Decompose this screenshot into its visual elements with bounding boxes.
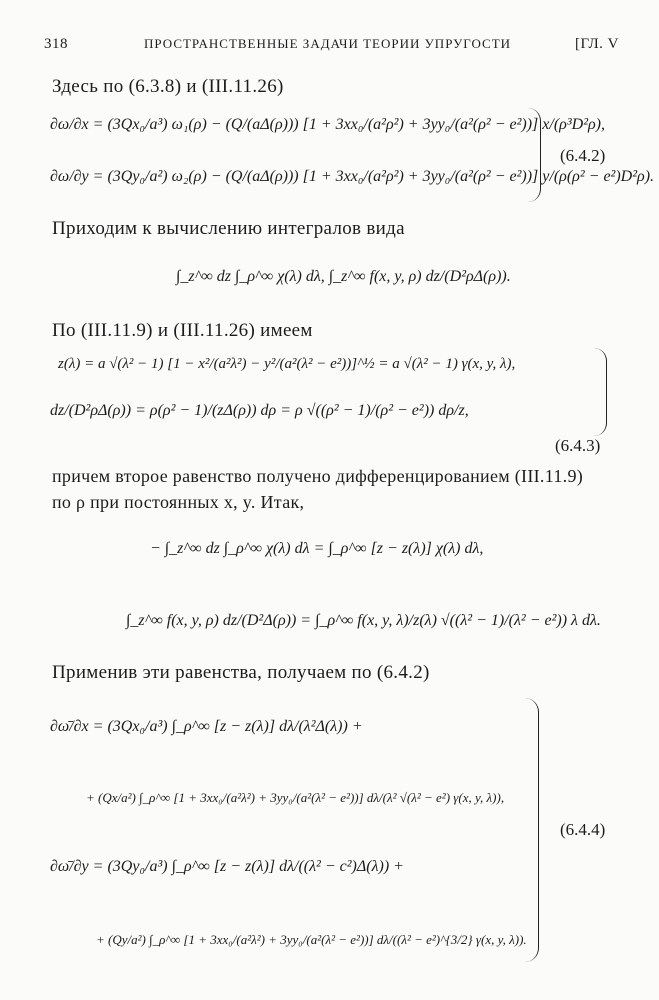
paragraph-integrals-intro: Приходим к вычислению интегралов вида — [52, 218, 405, 239]
equation-6-4-2-line-1: ∂ω/∂x = (3Qx₀/a³) ω₁(ρ) − (Q/(aΔ(ρ))) [1 + 3xx₀/(a²ρ²) + 3yy₀/(a²(ρ² − e²))] x/(ρ³D²ρ), — [50, 116, 605, 133]
paragraph-intro: Здесь по (6.3.8) и (III.11.26) — [52, 76, 284, 97]
equation-number-6-4-2: (6.4.2) — [560, 146, 606, 165]
equation-brace — [594, 348, 607, 436]
paragraph-differentiation-a: причем второе равенство получено дифференцированием (III.11.9) — [52, 466, 584, 486]
equation-6-4-4-line-1: ∂ω̄/∂x = (3Qx₀/a³) ∫_ρ^∞ [z − z(λ)] dλ/(λ²Δ(λ)) + — [50, 718, 363, 735]
equation-brace — [528, 108, 541, 202]
equation-itak-line-1: − ∫_z^∞ dz ∫_ρ^∞ χ(λ) dλ = ∫_ρ^∞ [z − z(λ)] χ(λ) dλ, — [150, 540, 484, 557]
chapter-label: [ГЛ. V — [574, 36, 619, 52]
paragraph-differentiation-b: по ρ при постоянных x, y. Итак, — [52, 492, 305, 512]
equation-6-4-4-line-4: + (Qy/a²) ∫_ρ^∞ [1 + 3xx₀/(a²λ²) + 3yy₀/(a²(λ² − e²))] dλ/((λ² − e²)^{3/2} γ(x, y, λ)). — [96, 932, 527, 947]
equation-6-4-3-line-2: dz/(D²ρΔ(ρ)) = ρ(ρ² − 1)/(zΔ(ρ)) dρ = ρ √((ρ² − 1)/(ρ² − e²)) dρ/z, — [50, 402, 469, 419]
paragraph-we-have: По (III.11.9) и (III.11.26) имеем — [52, 320, 313, 341]
equation-integral-forms: ∫_z^∞ dz ∫_ρ^∞ χ(λ) dλ, ∫_z^∞ f(x, y, ρ) dz/(D²ρΔ(ρ)). — [176, 268, 511, 285]
running-title: ПРОСТРАНСТВЕННЫЕ ЗАДАЧИ ТЕОРИИ УПРУГОСТИ — [144, 36, 512, 51]
paragraph-applying: Применив эти равенства, получаем по (6.4.2) — [52, 662, 430, 683]
equation-6-4-4-line-3: ∂ω̄/∂y = (3Qy₀/a³) ∫_ρ^∞ [z − z(λ)] dλ/((λ² − c²)Δ(λ)) + — [50, 858, 404, 875]
equation-6-4-4-line-2: + (Qx/a²) ∫_ρ^∞ [1 + 3xx₀/(a²λ²) + 3yy₀/(a²(λ² − e²))] dλ/(λ² √(λ² − e²) γ(x, y, λ)), — [86, 790, 505, 805]
equation-brace — [524, 698, 539, 962]
equation-number-6-4-4: (6.4.4) — [560, 820, 606, 839]
page-number: 318 — [44, 36, 68, 52]
equation-itak-line-2: ∫_z^∞ f(x, y, ρ) dz/(D²Δ(ρ)) = ∫_ρ^∞ f(x, y, λ)/z(λ) √((λ² − 1)/(λ² − e²)) λ dλ. — [126, 612, 601, 629]
equation-number-6-4-3: (6.4.3) — [555, 436, 601, 455]
equation-6-4-2-line-2: ∂ω/∂y = (3Qy₀/a²) ω₂(ρ) − (Q/(aΔ(ρ))) [1 + 3xx₀/(a²ρ²) + 3yy₀/(a²(ρ² − e²))] y/(ρ(ρ² − e²)D²ρ). — [50, 168, 655, 185]
equation-6-4-3-line-1: z(λ) = a √(λ² − 1) [1 − x²/(a²λ²) − y²/(a²(λ² − e²))]^½ = a √(λ² − 1) γ(x, y, λ), — [58, 356, 516, 372]
